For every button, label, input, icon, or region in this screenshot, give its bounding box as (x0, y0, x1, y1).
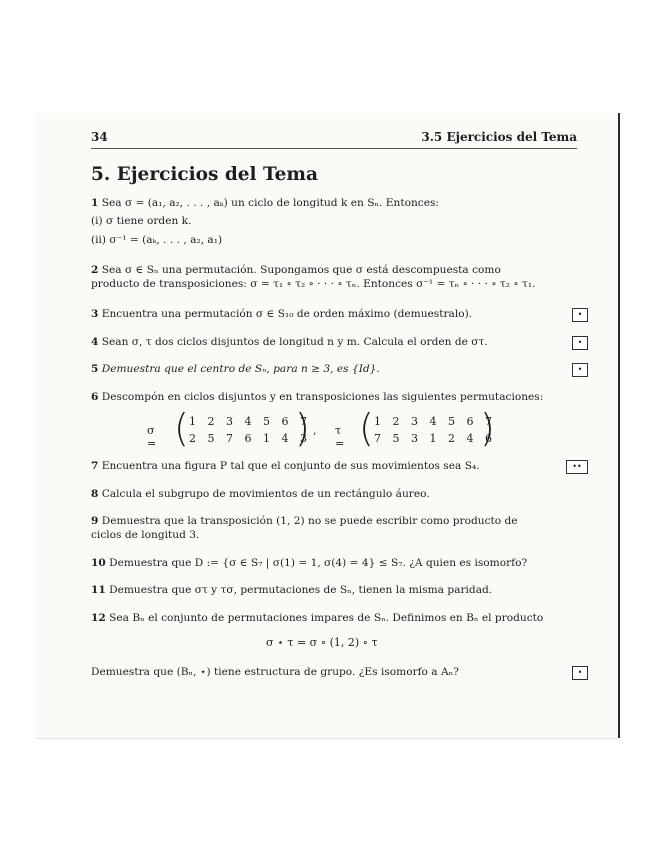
exercise-1-item-i: (i) σ tiene orden k. (91, 215, 192, 227)
exercise-number: 3 (91, 308, 99, 320)
exercise-number: 6 (91, 391, 99, 403)
exercise-2 (91, 263, 536, 291)
sigma-label: σ = (147, 424, 157, 450)
difficulty-mark: •• (566, 460, 588, 474)
right-paren: ) (295, 406, 310, 450)
running-title: 3.5 Ejercicios del Tema (421, 130, 577, 144)
exercise-number: 4 (91, 336, 99, 348)
tau-bottom-row: 7 5 3 1 2 4 6 (374, 432, 496, 445)
exercise-number: 2 (91, 264, 99, 276)
exercise-11 (91, 583, 561, 597)
exercise-text: Encuentra una permutación σ ∈ S₁₀ de orden máximo (demuestralo). (101, 308, 473, 320)
exercise-text: Sea σ = (a₁, a₂, . . . , aₖ) un ciclo de longitud k en Sₙ. Entonces: (101, 197, 440, 209)
exercise-text: Demuestra que D := {σ ∈ S₇ | σ(1) = 1, σ(4) = 4} ≤ S₇. ¿A quien es isomorfo? (109, 557, 528, 569)
difficulty-mark: • (572, 308, 588, 322)
left-paren: ( (174, 406, 189, 450)
product-formula: σ ⋆ τ = σ ∘ (1, 2) ∘ τ (266, 636, 378, 649)
page-sheet (36, 113, 618, 739)
tau-label: τ = (335, 424, 345, 450)
page-number: 34 (91, 130, 108, 144)
exercise-text: Demuestra que el centro de Sₙ, para n ≥ 3, es {Id}. (101, 363, 380, 375)
exercise-text: Descompón en ciclos disjuntos y en transposiciones las siguientes permutaciones: (101, 391, 544, 403)
exercise-text: Encuentra una figura P tal que el conjunto de sus movimientos sea S₄. (101, 460, 480, 472)
exercise-number: 12 (91, 612, 106, 624)
exercise-4 (91, 335, 561, 349)
difficulty-mark: • (572, 666, 588, 680)
separator: , (313, 424, 317, 437)
exercise-7 (91, 459, 561, 473)
running-header (91, 130, 577, 149)
sigma-top-row: 1 2 3 4 5 6 7 (189, 415, 311, 428)
exercise-5 (91, 362, 561, 376)
right-paren: ) (480, 406, 495, 450)
exercise-1-item-ii: (ii) σ⁻¹ = (aₖ, . . . , a₂, a₁) (91, 234, 223, 246)
difficulty-mark: • (572, 336, 588, 350)
exercise-number: 7 (91, 460, 99, 472)
exercise-6 (91, 390, 561, 404)
left-paren: ( (359, 406, 374, 450)
exercise-text: Calcula el subgrupo de movimientos de un rectángulo áureo. (101, 488, 430, 500)
exercise-number: 8 (91, 488, 99, 500)
difficulty-mark: • (572, 363, 588, 377)
sigma-bottom-row: 2 5 7 6 1 4 3 (189, 432, 311, 445)
exercise-12 (91, 611, 561, 625)
section-title: 5. Ejercicios del Tema (91, 164, 318, 185)
exercise-text: Sean σ, τ dos ciclos disjuntos de longitud n y m. Calcula el orden de στ. (101, 336, 488, 348)
exercise-10 (91, 556, 561, 570)
permutation-matrices (147, 406, 507, 451)
exercise-number: 5 (91, 363, 99, 375)
exercise-text: Demuestra que la transposición (1, 2) no se puede escribir como producto de ciclos de longitud 3. (91, 515, 518, 541)
exercise-number: 11 (91, 584, 106, 596)
exercise-9 (91, 514, 536, 542)
exercise-text: Sea σ ∈ Sₙ una permutación. Supongamos que σ está descompuesta como producto de transposiciones: σ = τ₁ ∘ τ₂ ∘ · · · ∘ τₙ. Entonces σ⁻¹ = τₙ ∘ · · · ∘ τ₂ ∘ τ₁. (91, 264, 536, 290)
exercise-text: Sea Bₙ el conjunto de permutaciones impares de Sₙ. Definimos en Bₙ el producto (109, 612, 544, 624)
tau-top-row: 1 2 3 4 5 6 7 (374, 415, 496, 428)
exercise-number: 1 (91, 197, 99, 209)
exercise-text: Demuestra que στ y τσ, permutaciones de Sₙ, tienen la misma paridad. (109, 584, 493, 596)
exercise-12-closing: Demuestra que (Bₙ, ⋆) tiene estructura de grupo. ¿Es isomorfo a Aₙ? (91, 666, 459, 678)
exercise-number: 9 (91, 515, 99, 527)
exercise-1 (91, 196, 561, 210)
exercise-8 (91, 487, 561, 501)
exercise-3 (91, 307, 561, 321)
exercise-number: 10 (91, 557, 106, 569)
